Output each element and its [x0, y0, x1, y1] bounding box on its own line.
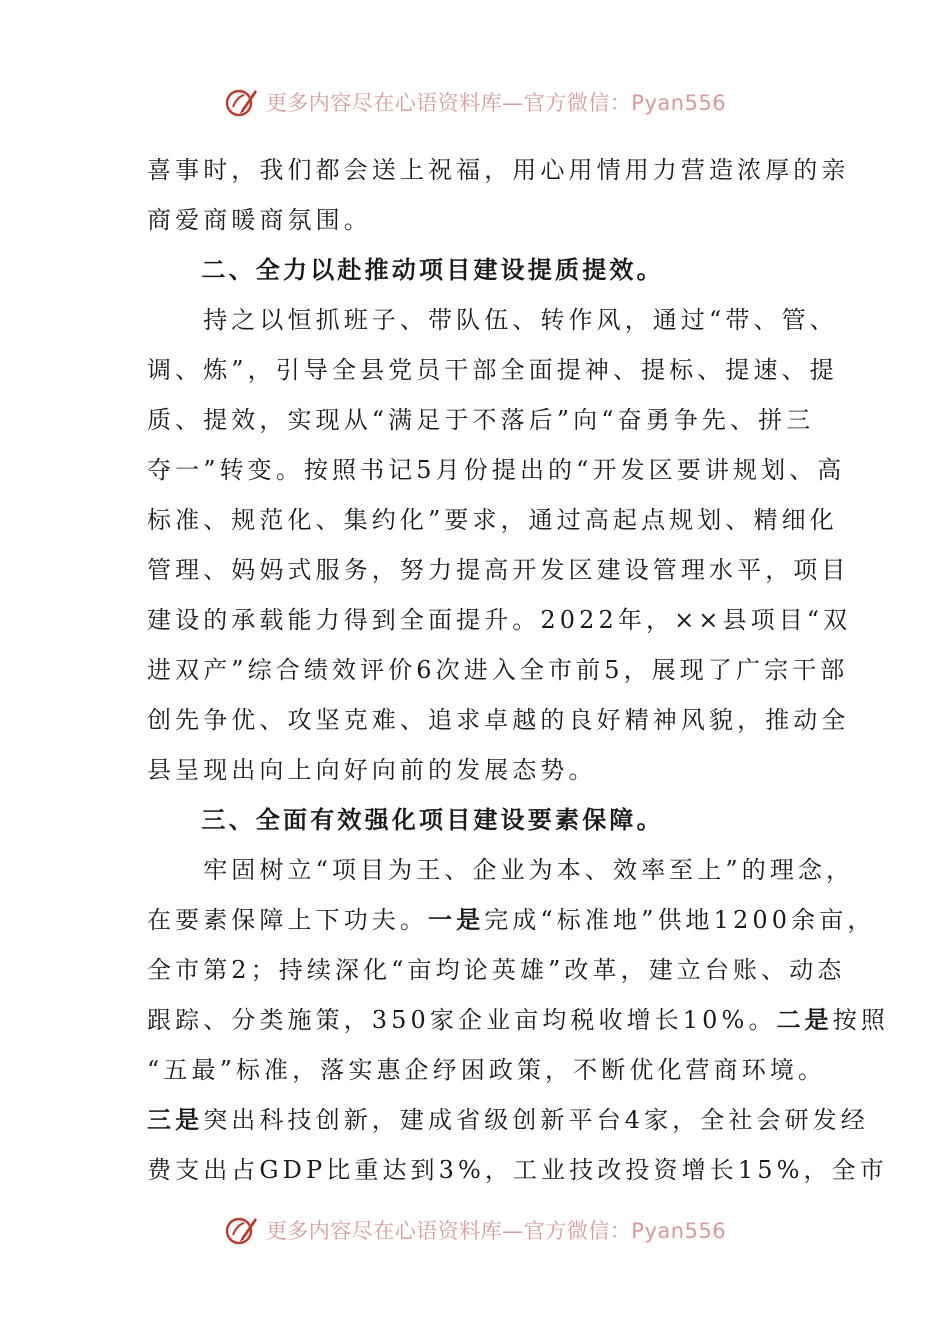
- document-body: [147, 145, 889, 1195]
- footer-watermark: [0, 1210, 950, 1250]
- text-line: [147, 895, 876, 945]
- text-line: 持之以恒抓班子、带队伍、转作风，通过“带、管、: [147, 306, 838, 334]
- pen-circle-logo-icon: [224, 1213, 258, 1247]
- pen-circle-logo-icon: [224, 85, 258, 119]
- text-line: 建设的承载能力得到全面提升。2022年，××县项目“双: [147, 606, 852, 634]
- text-line: 喜事时，我们都会送上祝福，用心用情用力营造浓厚的亲: [147, 156, 850, 184]
- text-segment: 完成“标准地”供地1200余亩，: [484, 906, 876, 934]
- text-line: 质、提效，实现从“满足于不落后”向“奋勇争先、拼三: [147, 406, 815, 434]
- watermark-text: 更多内容尽在心语资料库—官方微信：Pyan556: [265, 1219, 727, 1243]
- text-line: 进双产”综合绩效评价6次进入全市前5，展现了广宗干部: [147, 656, 849, 684]
- bold-marker: 三是: [147, 1105, 204, 1134]
- text-line: 标准、规范化、集约化”要求，通过高起点规划、精细化: [147, 506, 838, 534]
- text-line: 调、炼”，引导全县党员干部全面提神、提标、提速、提: [147, 356, 838, 384]
- bold-marker: 二是: [776, 1005, 833, 1034]
- section-heading: 二、全力以赴推动项目建设提质提效。: [147, 255, 664, 284]
- text-line: 管理、妈妈式服务，努力提高开发区建设管理水平，项目: [147, 556, 850, 584]
- text-line: 创先争优、攻坚克难、追求卓越的良好精神风貌，推动全: [147, 706, 850, 734]
- text-line: 牢固树立“项目为王、企业为本、效率至上”的理念，: [147, 856, 855, 884]
- text-segment: 突出科技创新，建成省级创新平台4家，全社会研发经: [203, 1106, 869, 1134]
- header-watermark: [0, 82, 950, 122]
- text-line: 费支出占GDP比重达到3%，工业技改投资增长15%，全市: [147, 1156, 888, 1184]
- text-segment: 在要素保障上下功夫。: [147, 906, 428, 934]
- text-segment: 跟踪、分类施策，350家企业亩均税收增长10%。: [147, 1006, 777, 1034]
- watermark-text: 更多内容尽在心语资料库—官方微信：Pyan556: [265, 91, 727, 115]
- text-line: [147, 1095, 869, 1145]
- text-line: 夺一”转变。按照书记5月份提出的“开发区要讲规划、高: [147, 456, 846, 484]
- text-line: 全市第2；持续深化“亩均论英雄”改革，建立台账、动态: [147, 956, 846, 984]
- bold-marker: 一是: [428, 905, 485, 934]
- text-line: 县呈现出向上向好向前的发展态势。: [147, 756, 597, 784]
- section-heading: 三、全面有效强化项目建设要素保障。: [147, 805, 664, 834]
- text-segment: 按照: [832, 1006, 889, 1034]
- text-line: [147, 995, 889, 1045]
- text-line: “五最”标准，落实惠企纾困政策，不断优化营商环境。: [147, 1056, 827, 1084]
- text-line: 商爱商暖商氛围。: [147, 206, 372, 234]
